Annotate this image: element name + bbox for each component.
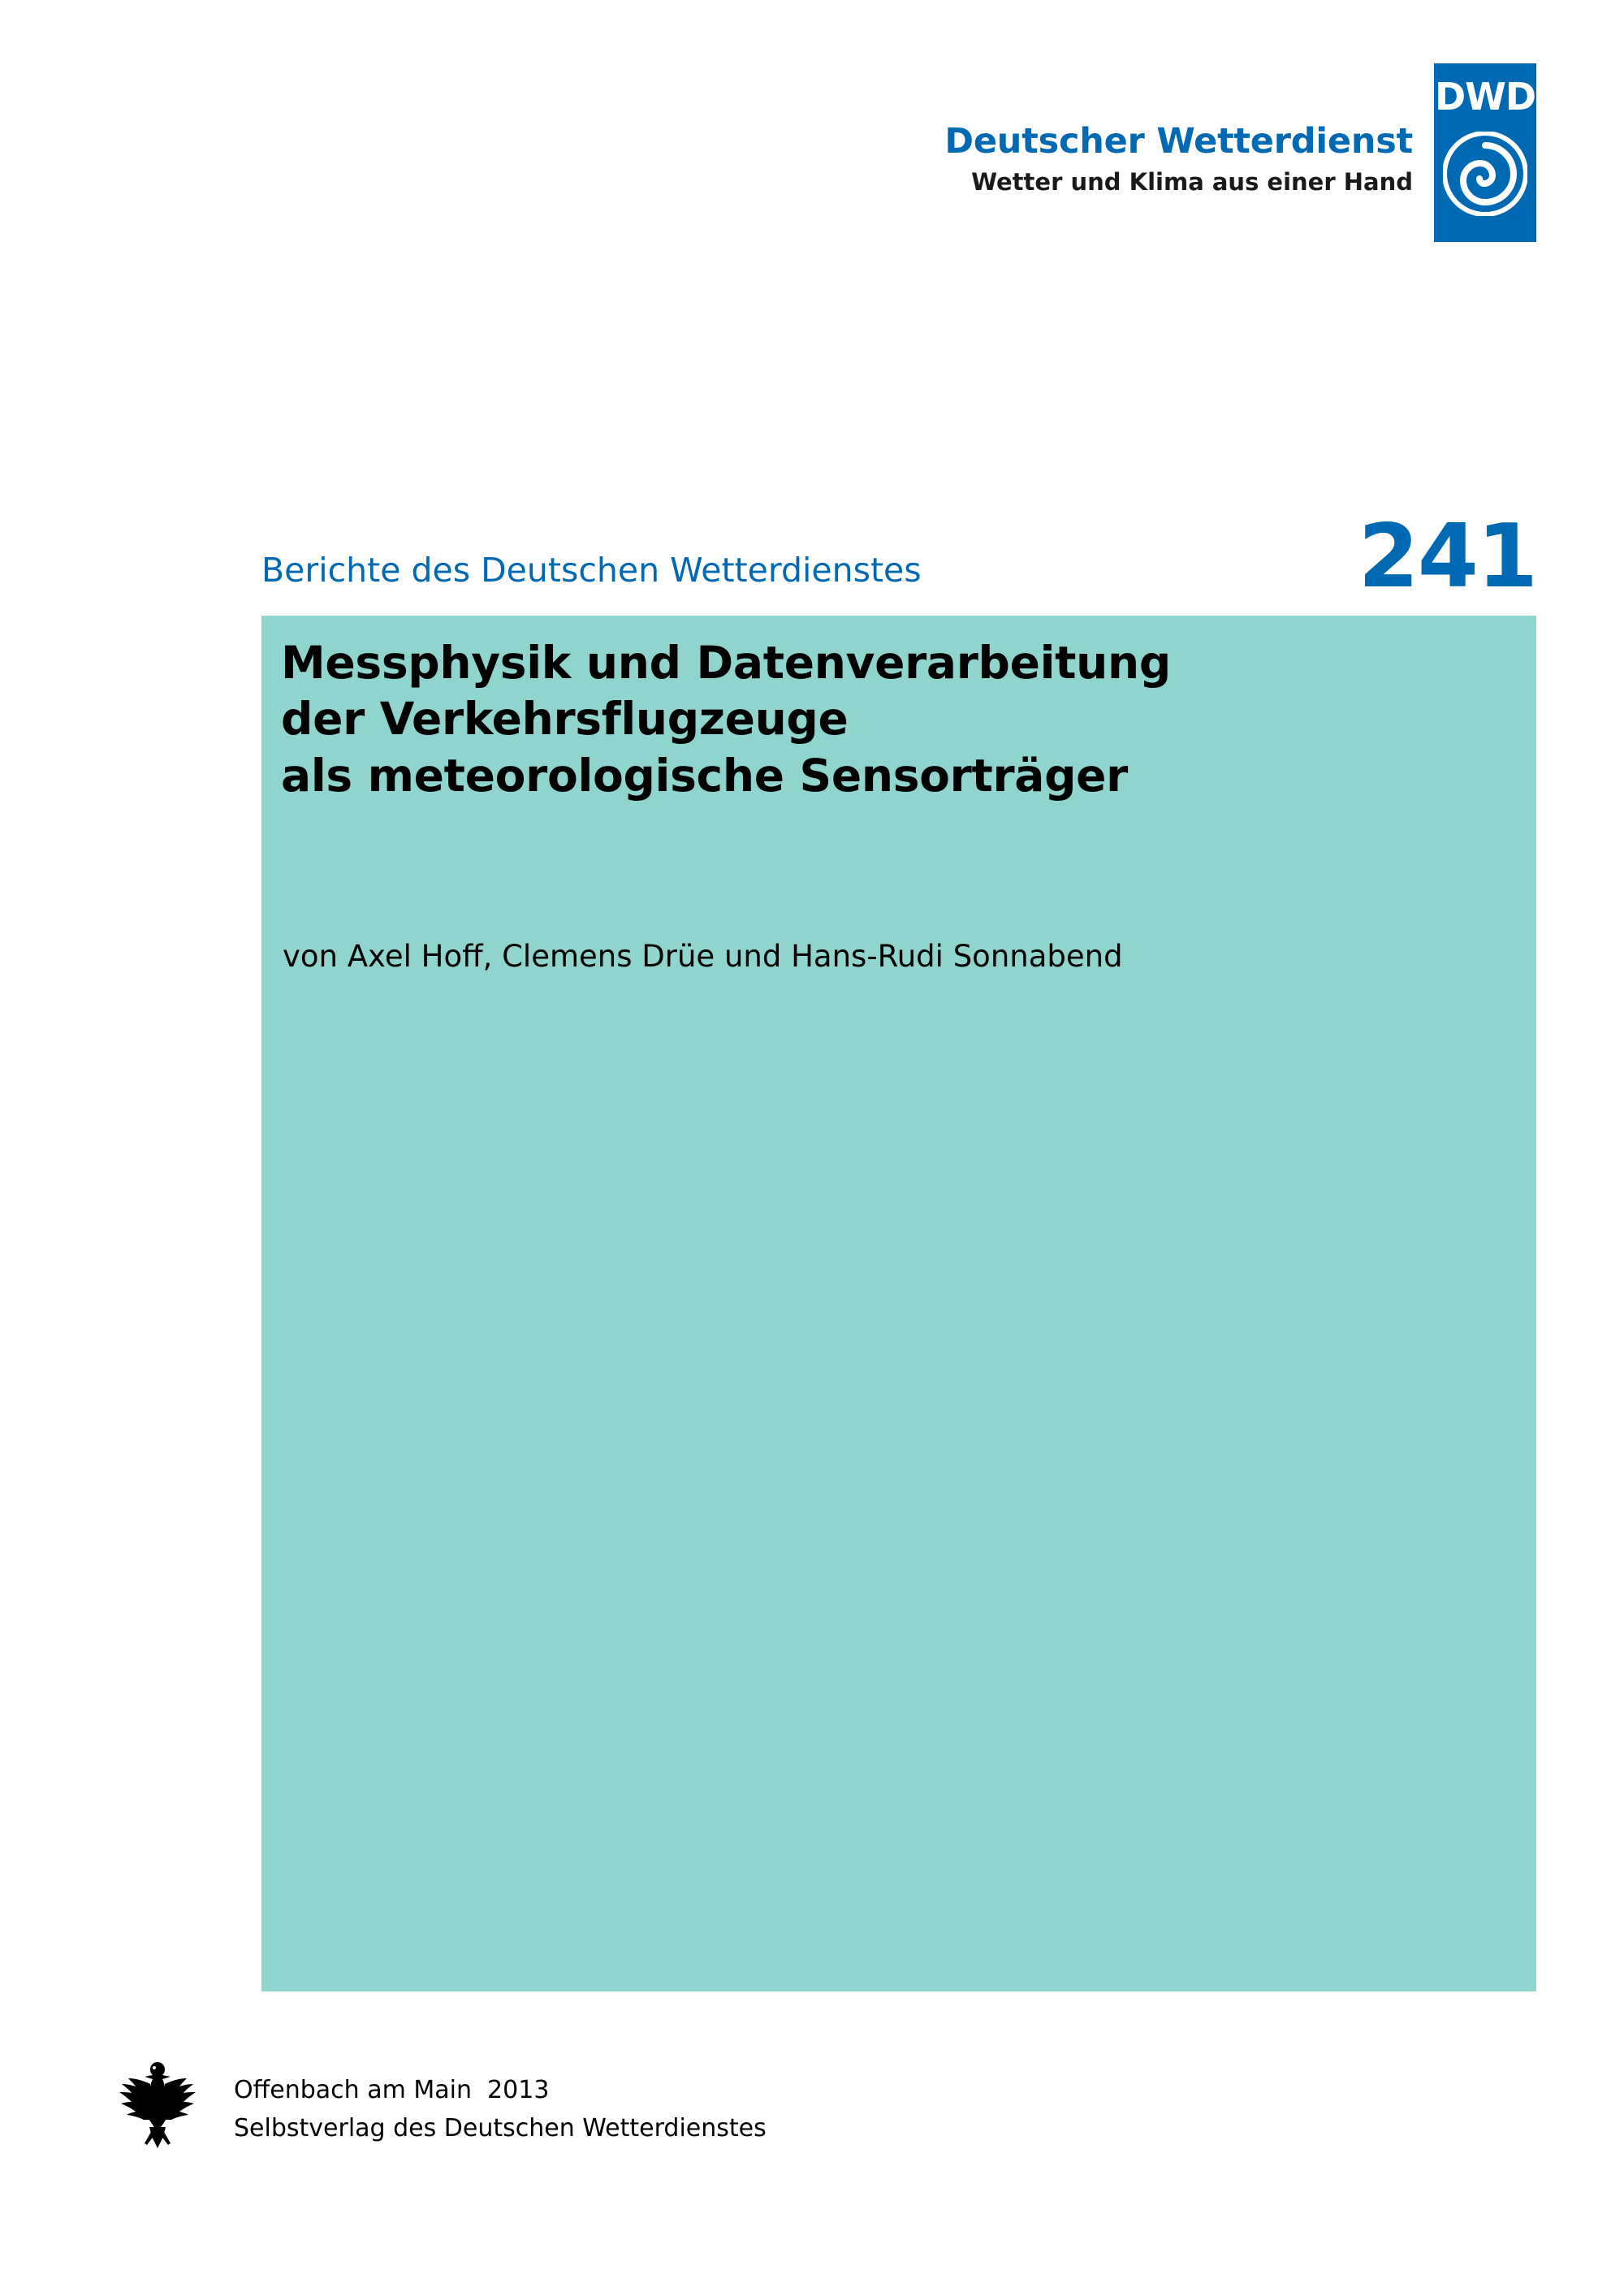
page-title-line-2: der Verkehrsflugzeuge	[281, 693, 849, 746]
dwd-abbreviation: DWD	[1434, 75, 1536, 119]
series-number: 241	[1358, 506, 1536, 608]
dwd-spiral-icon	[1443, 132, 1527, 219]
series-header	[261, 506, 1536, 608]
organisation-slogan: Wetter und Klima aus einer Hand	[971, 168, 1413, 197]
dwd-logo	[944, 63, 1536, 242]
publisher: Selbstverlag des Deutschen Wetterdienstes	[234, 2113, 767, 2143]
cover-panel	[261, 616, 1536, 1991]
page-title-line-3: als meteorologische Sensorträger	[281, 749, 1129, 802]
dwd-logo-mark	[1434, 63, 1536, 242]
authors: von Axel Hoff, Clemens Drüe und Hans-Rudi Sonnabend	[283, 939, 1123, 974]
logo-text-block	[944, 63, 1413, 197]
place-and-year: Offenbach am Main 2013	[234, 2076, 550, 2104]
organisation-name: Deutscher Wetterdienst	[944, 121, 1413, 162]
federal-eagle-icon	[114, 2057, 201, 2153]
page-title-line-1: Messphysik und Datenverarbeitung	[281, 637, 1171, 689]
page-title	[281, 635, 1361, 804]
footer	[114, 2057, 767, 2153]
imprint	[234, 2057, 767, 2147]
series-title: Berichte des Deutschen Wetterdienstes	[261, 550, 922, 590]
